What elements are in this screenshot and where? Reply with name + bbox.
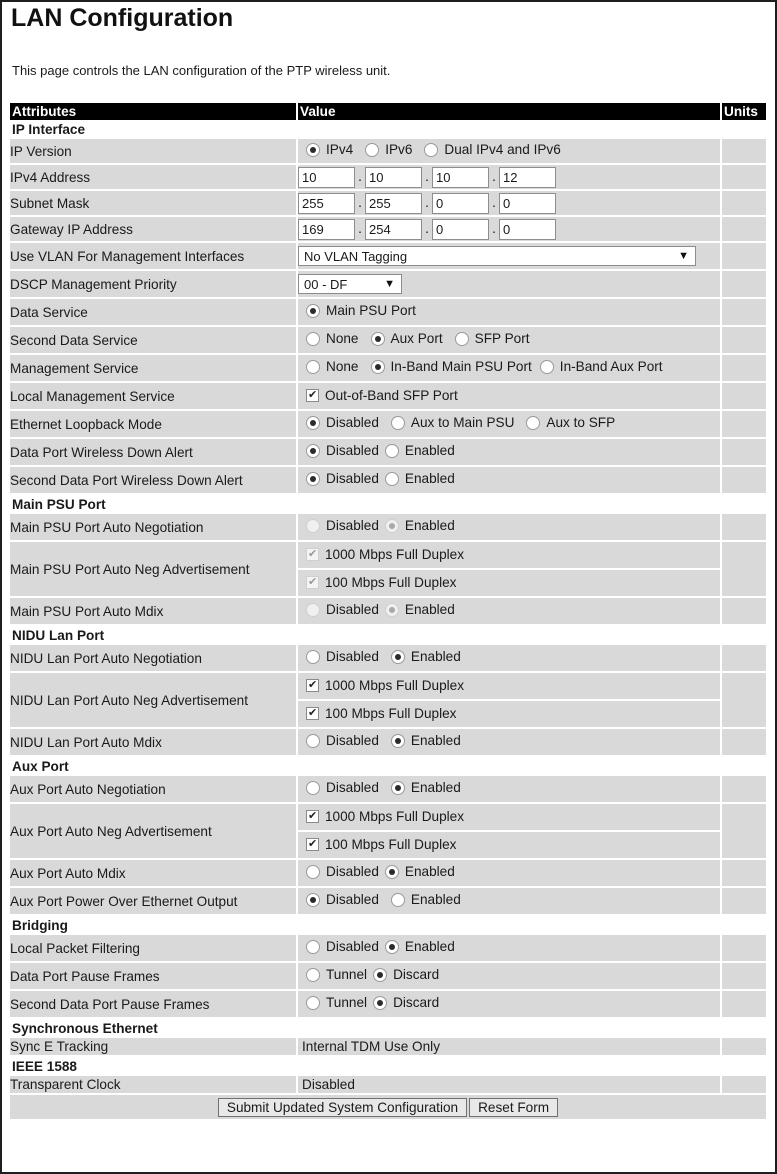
radio-icon[interactable] — [306, 143, 320, 157]
data-alert-disabled[interactable]: Disabled — [298, 443, 379, 458]
loopback-disabled[interactable]: Disabled — [298, 415, 379, 430]
second-data-aux[interactable]: Aux Port — [363, 331, 443, 346]
radio-icon[interactable] — [424, 143, 438, 157]
aux-adv-1000 — [296, 804, 720, 832]
aux-poe-disabled[interactable]: Disabled — [298, 892, 379, 907]
local-filter-enabled[interactable]: Enabled — [383, 939, 455, 954]
nidu-adv-100-option[interactable]: ✔ 100 Mbps Full Duplex — [298, 706, 456, 721]
aux-poe-value — [296, 888, 720, 916]
pause-frames-tunnel[interactable]: Tunnel — [298, 967, 367, 982]
nidu-mdix-label: NIDU Lan Port Auto Mdix — [10, 729, 296, 757]
main-psu-auto-neg-value — [296, 514, 720, 542]
section-bridging: Bridging — [10, 916, 766, 935]
ip-version-ipv4[interactable]: IPv4 — [298, 142, 353, 157]
sync-tracking-label: Sync E Tracking — [10, 1038, 296, 1057]
vlan-value — [296, 243, 720, 271]
radio-icon[interactable] — [526, 416, 540, 430]
loopback-label: Ethernet Loopback Mode — [10, 411, 296, 439]
ipv4-octet-2[interactable]: 10 — [365, 167, 422, 188]
radio-icon[interactable] — [385, 519, 399, 533]
data-alert-value — [296, 439, 720, 467]
aux-adv-100 — [296, 832, 720, 860]
main-psu-auto-neg-disabled[interactable]: Disabled — [298, 518, 379, 533]
page-intro: This page controls the LAN configuration of the PTP wireless unit. — [12, 63, 391, 78]
second-data-service-value — [296, 327, 720, 355]
local-mgmt-label: Local Management Service — [10, 383, 296, 411]
dscp-select[interactable]: 00 - DF ▼ — [298, 274, 402, 294]
local-filter-disabled[interactable]: Disabled — [298, 939, 379, 954]
aux-adv-100-option[interactable]: ✔ 100 Mbps Full Duplex — [298, 837, 456, 852]
ipv4-octet-1[interactable]: 10 — [298, 167, 355, 188]
second-alert-enabled[interactable]: Enabled — [383, 471, 455, 486]
radio-icon[interactable] — [306, 304, 320, 318]
radio-icon[interactable] — [391, 734, 405, 748]
second-pause-tunnel[interactable]: Tunnel — [298, 995, 367, 1010]
dropdown-arrow-icon: ▼ — [384, 278, 395, 290]
nidu-auto-neg-enabled[interactable]: Enabled — [383, 649, 461, 664]
mgmt-service-value — [296, 355, 720, 383]
aux-mdix-enabled[interactable]: Enabled — [383, 864, 455, 879]
nidu-auto-neg-value — [296, 645, 720, 673]
nidu-mdix-value — [296, 729, 720, 757]
gateway-octet-2[interactable]: 254 — [365, 219, 422, 240]
nidu-mdix-enabled[interactable]: Enabled — [383, 733, 461, 748]
radio-icon[interactable] — [373, 996, 387, 1010]
aux-adv-label: Aux Port Auto Neg Advertisement — [10, 804, 296, 860]
radio-icon[interactable] — [391, 781, 405, 795]
aux-poe-label: Aux Port Power Over Ethernet Output — [10, 888, 296, 916]
nidu-auto-neg-label: NIDU Lan Port Auto Negotiation — [10, 645, 296, 673]
aux-adv-1000-option[interactable]: ✔ 1000 Mbps Full Duplex — [298, 809, 464, 824]
main-psu-mdix-value — [296, 598, 720, 626]
data-service-label: Data Service — [10, 299, 296, 327]
radio-icon[interactable] — [391, 650, 405, 664]
main-psu-adv-1000-option[interactable]: ✔ 1000 Mbps Full Duplex — [298, 547, 464, 562]
mgmt-service-main[interactable]: In-Band Main PSU Port — [363, 359, 532, 374]
aux-mdix-label: Aux Port Auto Mdix — [10, 860, 296, 888]
radio-icon[interactable] — [306, 360, 320, 374]
checkbox-icon[interactable] — [306, 679, 319, 692]
radio-icon[interactable] — [540, 360, 554, 374]
radio-icon[interactable] — [306, 472, 320, 486]
dropdown-arrow-icon: ▼ — [678, 250, 689, 262]
mgmt-service-none[interactable]: None — [298, 359, 359, 374]
main-psu-adv-100-option[interactable]: ✔ 100 Mbps Full Duplex — [298, 575, 456, 590]
data-alert-label: Data Port Wireless Down Alert — [10, 439, 296, 467]
aux-mdix-value — [296, 860, 720, 888]
main-psu-adv-1000 — [296, 542, 720, 570]
radio-icon[interactable] — [306, 734, 320, 748]
local-mgmt-sfp[interactable]: ✔ Out-of-Band SFP Port — [298, 388, 458, 403]
ip-version-label: IP Version — [10, 139, 296, 165]
gateway-value: 169 . 254 . 0 . 0 — [296, 217, 720, 243]
second-data-none[interactable]: None — [298, 331, 359, 346]
checkbox-icon[interactable] — [306, 838, 319, 851]
second-alert-label: Second Data Port Wireless Down Alert — [10, 467, 296, 495]
subnet-mask-value: 255 . 255 . 0 . 0 — [296, 191, 720, 217]
radio-icon[interactable] — [371, 360, 385, 374]
main-psu-adv-label: Main PSU Port Auto Neg Advertisement — [10, 542, 296, 598]
nidu-mdix-disabled[interactable]: Disabled — [298, 733, 379, 748]
pause-frames-label: Data Port Pause Frames — [10, 963, 296, 991]
subnet-octet-4[interactable]: 0 — [499, 193, 556, 214]
ip-version-dual[interactable]: Dual IPv4 and IPv6 — [416, 142, 560, 157]
ip-version-ipv6[interactable]: IPv6 — [357, 142, 412, 157]
radio-icon[interactable] — [385, 603, 399, 617]
transparent-clock-label: Transparent Clock — [10, 1076, 296, 1095]
second-data-service-label: Second Data Service — [10, 327, 296, 355]
section-sync-ethernet: Synchronous Ethernet — [10, 1019, 766, 1038]
radio-icon[interactable] — [306, 940, 320, 954]
lan-config-table — [10, 103, 766, 1119]
subnet-octet-3[interactable]: 0 — [432, 193, 489, 214]
section-aux-port: Aux Port — [10, 757, 766, 776]
gateway-octet-3[interactable]: 0 — [432, 219, 489, 240]
form-buttons — [10, 1095, 766, 1119]
second-data-sfp[interactable]: SFP Port — [447, 331, 530, 346]
sync-tracking-value: Internal TDM Use Only — [302, 1039, 440, 1054]
nidu-auto-neg-disabled[interactable]: Disabled — [298, 649, 379, 664]
second-pause-frames-label: Second Data Port Pause Frames — [10, 991, 296, 1019]
checkbox-icon[interactable] — [306, 548, 319, 561]
section-ip-interface: IP Interface — [10, 120, 766, 139]
subnet-octet-1[interactable]: 255 — [298, 193, 355, 214]
radio-icon[interactable] — [306, 865, 320, 879]
main-psu-mdix-disabled[interactable]: Disabled — [298, 602, 379, 617]
aux-auto-neg-enabled[interactable]: Enabled — [383, 780, 461, 795]
loopback-value — [296, 411, 720, 439]
data-service-main-psu[interactable]: Main PSU Port — [298, 303, 416, 318]
mgmt-service-aux[interactable]: In-Band Aux Port — [536, 359, 663, 374]
main-psu-mdix-label: Main PSU Port Auto Mdix — [10, 598, 296, 626]
gateway-label: Gateway IP Address — [10, 217, 296, 243]
ipv4-address-label: IPv4 Address — [10, 165, 296, 191]
dscp-label: DSCP Management Priority — [10, 271, 296, 299]
radio-icon[interactable] — [306, 444, 320, 458]
second-alert-value — [296, 467, 720, 495]
transparent-clock-value: Disabled — [302, 1077, 355, 1092]
second-pause-frames-value — [296, 991, 720, 1019]
radio-icon[interactable] — [306, 781, 320, 795]
radio-icon[interactable] — [385, 940, 399, 954]
aux-auto-neg-value — [296, 776, 720, 804]
nidu-adv-1000 — [296, 673, 720, 701]
data-service-value — [296, 299, 720, 327]
subnet-mask-label: Subnet Mask — [10, 191, 296, 217]
ipv4-address-value: 10 . 10 . 10 . 12 — [296, 165, 720, 191]
radio-icon[interactable] — [306, 416, 320, 430]
checkbox-icon[interactable] — [306, 707, 319, 720]
data-alert-enabled[interactable]: Enabled — [383, 443, 455, 458]
radio-icon[interactable] — [306, 893, 320, 907]
radio-icon[interactable] — [365, 143, 379, 157]
pause-frames-value — [296, 963, 720, 991]
main-psu-adv-100 — [296, 570, 720, 598]
subnet-octet-2[interactable]: 255 — [365, 193, 422, 214]
second-pause-discard[interactable]: Discard — [371, 995, 439, 1010]
section-main-psu-port: Main PSU Port — [10, 495, 766, 514]
main-psu-auto-neg-enabled[interactable]: Enabled — [383, 518, 455, 533]
radio-icon[interactable] — [391, 416, 405, 430]
radio-icon[interactable] — [306, 603, 320, 617]
section-nidu-lan-port: NIDU Lan Port — [10, 626, 766, 645]
aux-poe-enabled[interactable]: Enabled — [383, 892, 461, 907]
radio-icon[interactable] — [306, 968, 320, 982]
loopback-aux-sfp[interactable]: Aux to SFP — [518, 415, 615, 430]
radio-icon[interactable] — [455, 332, 469, 346]
local-mgmt-value — [296, 383, 720, 411]
ipv4-octet-3[interactable]: 10 — [432, 167, 489, 188]
local-filter-value — [296, 935, 720, 963]
radio-icon[interactable] — [306, 332, 320, 346]
mgmt-service-label: Management Service — [10, 355, 296, 383]
radio-icon[interactable] — [306, 650, 320, 664]
checkbox-icon[interactable] — [306, 576, 319, 589]
header-attributes: Attributes — [10, 103, 296, 120]
second-alert-disabled[interactable]: Disabled — [298, 471, 379, 486]
dscp-value — [296, 271, 720, 299]
radio-icon[interactable] — [385, 865, 399, 879]
loopback-aux-main[interactable]: Aux to Main PSU — [383, 415, 515, 430]
header-value: Value — [296, 103, 720, 120]
submit-button[interactable]: Submit Updated System Configuration — [218, 1098, 467, 1117]
page-title: LAN Configuration — [11, 4, 234, 32]
gateway-octet-1[interactable]: 169 — [298, 219, 355, 240]
ipv4-octet-4[interactable]: 12 — [499, 167, 556, 188]
radio-icon[interactable] — [385, 444, 399, 458]
radio-icon[interactable] — [306, 996, 320, 1010]
nidu-adv-100 — [296, 701, 720, 729]
local-filter-label: Local Packet Filtering — [10, 935, 296, 963]
aux-auto-neg-disabled[interactable]: Disabled — [298, 780, 379, 795]
radio-icon[interactable] — [391, 893, 405, 907]
ip-version-value — [296, 139, 720, 165]
radio-icon[interactable] — [385, 472, 399, 486]
main-psu-auto-neg-label: Main PSU Port Auto Negotiation — [10, 514, 296, 542]
radio-icon[interactable] — [371, 332, 385, 346]
vlan-select[interactable]: No VLAN Tagging ▼ — [298, 246, 696, 266]
radio-icon[interactable] — [373, 968, 387, 982]
main-psu-mdix-enabled[interactable]: Enabled — [383, 602, 455, 617]
pause-frames-discard[interactable]: Discard — [371, 967, 439, 982]
gateway-octet-4[interactable]: 0 — [499, 219, 556, 240]
radio-icon[interactable] — [306, 519, 320, 533]
aux-mdix-disabled[interactable]: Disabled — [298, 864, 379, 879]
nidu-adv-1000-option[interactable]: ✔ 1000 Mbps Full Duplex — [298, 678, 464, 693]
nidu-adv-label: NIDU Lan Port Auto Neg Advertisement — [10, 673, 296, 729]
checkbox-icon[interactable] — [306, 810, 319, 823]
reset-button[interactable]: Reset Form — [469, 1098, 558, 1117]
section-ieee1588: IEEE 1588 — [10, 1057, 766, 1076]
header-units: Units — [720, 103, 766, 120]
checkbox-icon[interactable] — [306, 389, 319, 402]
vlan-label: Use VLAN For Management Interfaces — [10, 243, 296, 271]
aux-auto-neg-label: Aux Port Auto Negotiation — [10, 776, 296, 804]
